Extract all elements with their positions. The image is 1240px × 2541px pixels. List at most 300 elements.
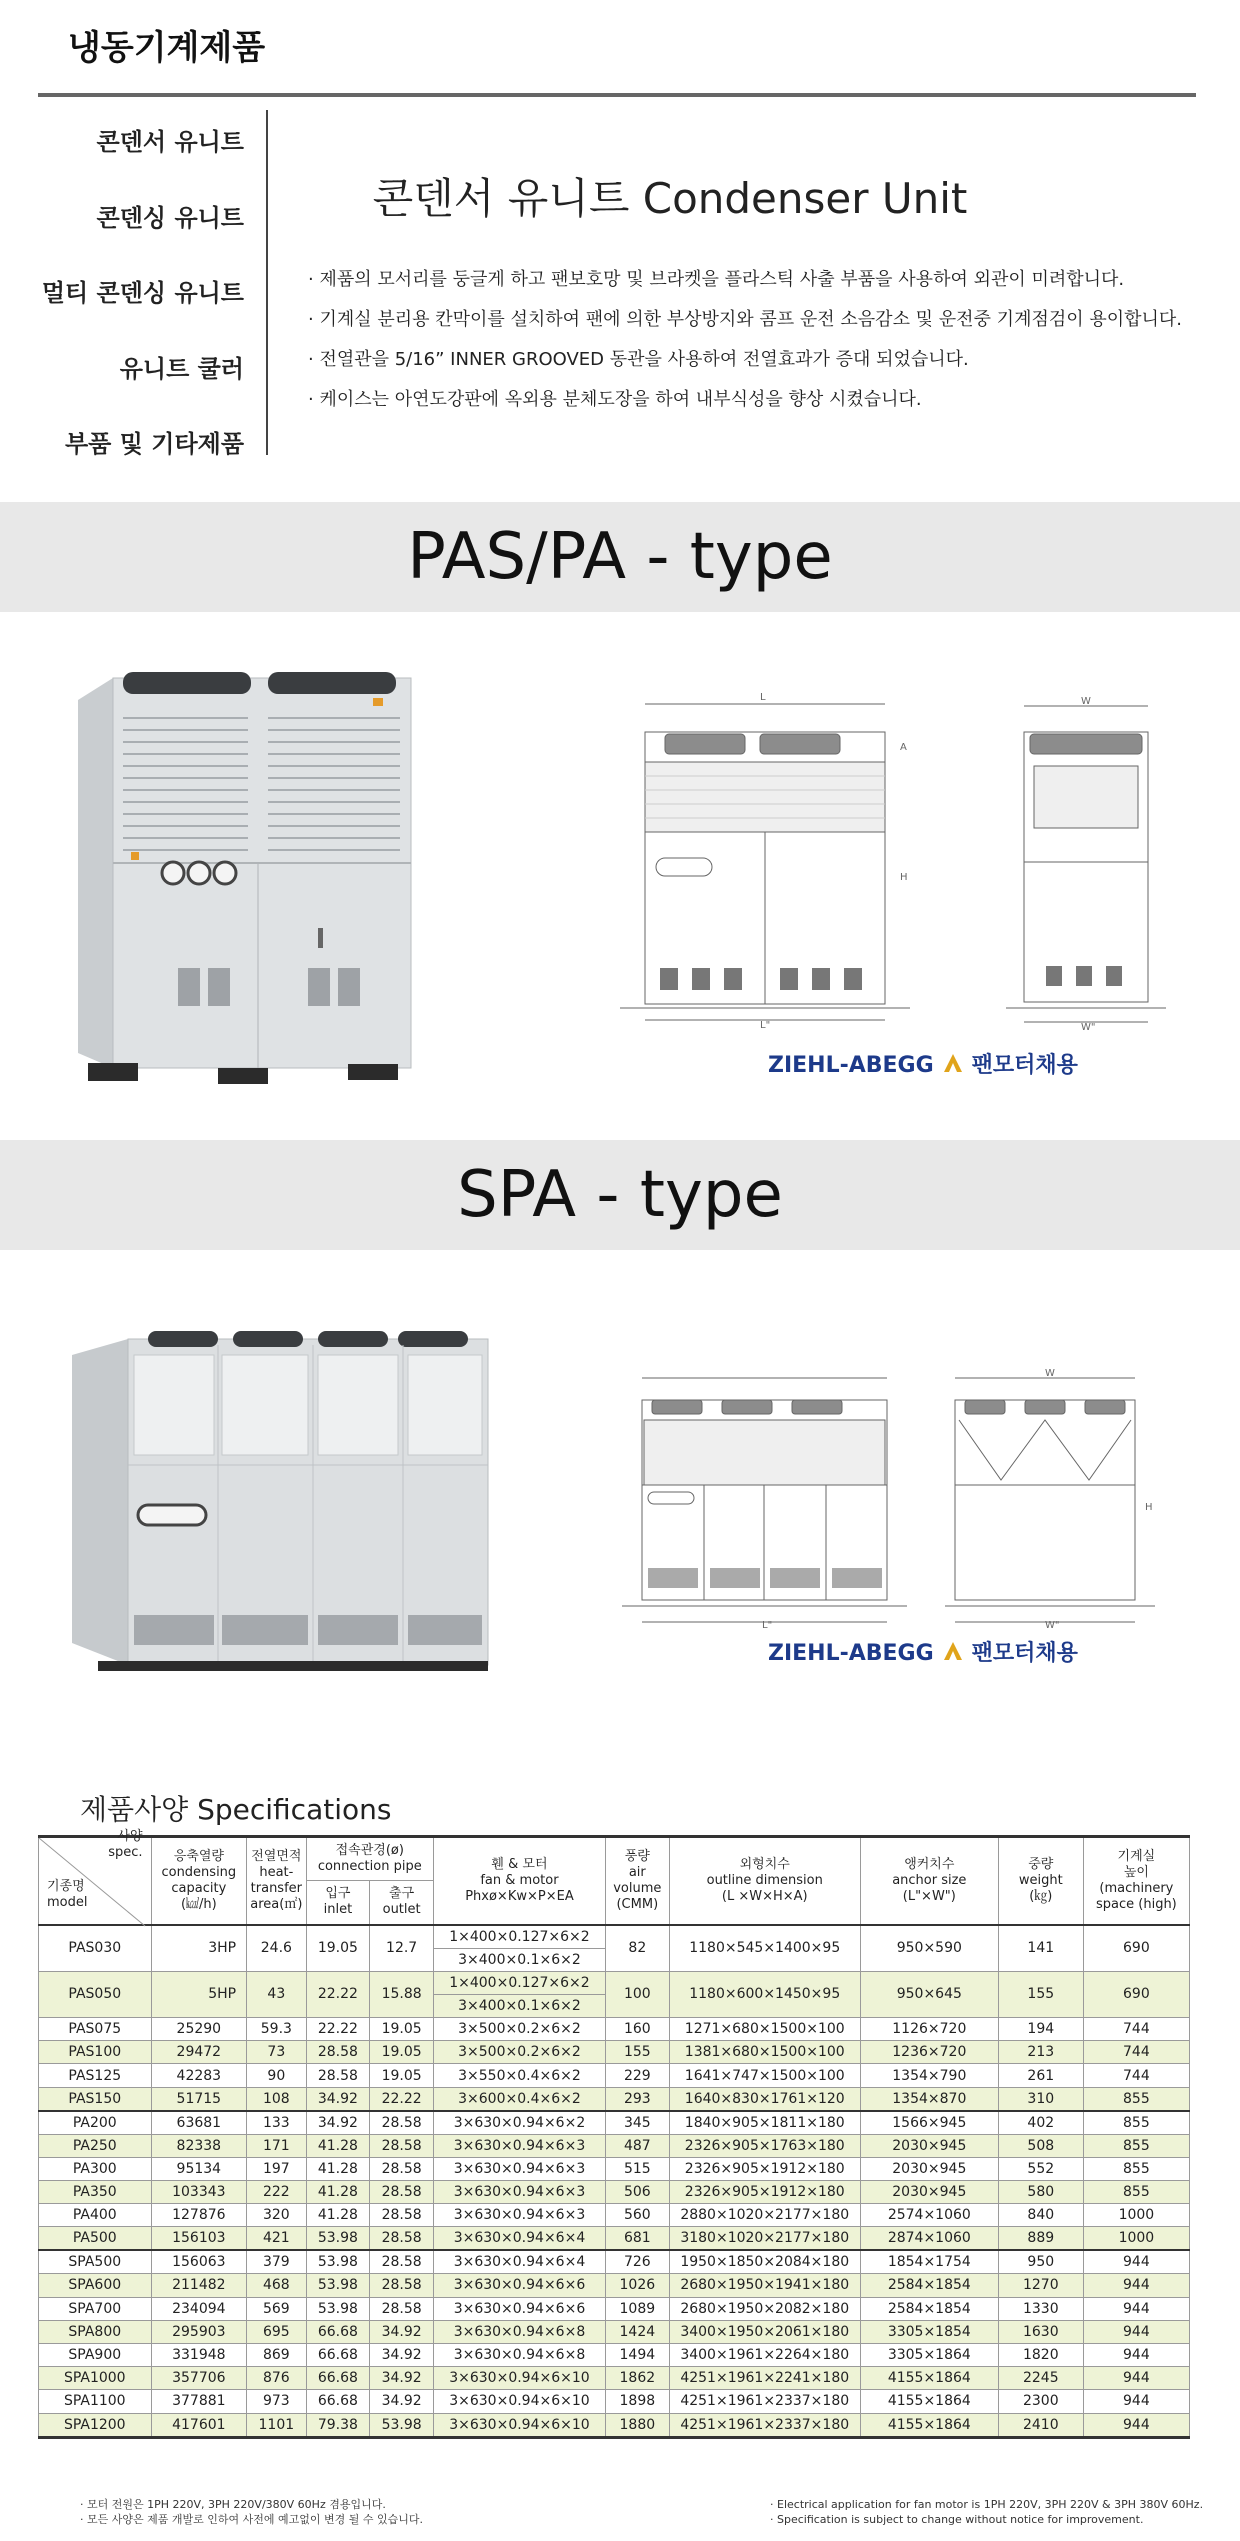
cell-inlet: 34.92 <box>306 2111 370 2135</box>
cell-outlet: 28.58 <box>370 2250 434 2274</box>
cell-model: SPA500 <box>39 2250 152 2274</box>
ziehl-abegg-logo-icon <box>940 1638 966 1664</box>
table-row <box>39 2041 1190 2064</box>
cell-anchor: 2030×945 <box>860 2157 998 2180</box>
capacity-header: 응축열량 condensing capacity (㎉/h) <box>151 1837 247 1925</box>
fan-header: 휀 & 모터 fan & motor Phxø×Kw×P×EA <box>433 1837 605 1925</box>
model-label-en: model <box>47 1894 88 1910</box>
cell-area: 90 <box>247 2064 306 2087</box>
cell-weight: 508 <box>998 2134 1083 2157</box>
cell-weight: 840 <box>998 2204 1083 2227</box>
cell-inlet: 41.28 <box>306 2134 370 2157</box>
feature-item: · 기계실 분리용 칸막이를 설치하여 팬에 의한 부상방지와 콤프 운전 소음감소 및 운전중 기계점검이 용이합니다. <box>308 309 1183 330</box>
cell-weight: 1630 <box>998 2320 1083 2343</box>
cell-outline: 1180×545×1400×95 <box>669 1925 860 1972</box>
cell-inlet: 19.05 <box>306 1925 370 1972</box>
cell-area: 133 <box>247 2111 306 2135</box>
cell-weight: 2410 <box>998 2413 1083 2437</box>
nav-item-condensing-unit[interactable]: 콘덴싱 유니트 <box>96 204 244 232</box>
feature-item: · 제품의 모서리를 둥글게 하고 팬보호망 및 브라켓을 플라스틱 사출 부품을 사용하여 외관이 미려합니다. <box>308 269 1125 290</box>
table-row <box>39 2181 1190 2204</box>
cell-fan: 1×400×0.127×6×2 <box>433 1971 605 1994</box>
cell-area: 468 <box>247 2274 306 2297</box>
feature-item: · 전열관을 5/16” INNER GROOVED 동관을 사용하여 전열효과가 증대 되었습니다. <box>308 349 969 370</box>
cell-weight: 141 <box>998 1925 1083 1972</box>
cell-cap: 234094 <box>151 2297 247 2320</box>
table-row <box>39 2250 1190 2274</box>
cell-weight: 1820 <box>998 2343 1083 2366</box>
cell-air: 229 <box>605 2064 669 2087</box>
pas-type-band: PAS/PA - type <box>0 502 1240 612</box>
cell-model: PAS100 <box>39 2041 152 2064</box>
cell-room: 944 <box>1083 2274 1189 2297</box>
cell-model: SPA600 <box>39 2274 152 2297</box>
cell-outline: 4251×1961×2337×180 <box>669 2413 860 2437</box>
cell-inlet: 41.28 <box>306 2204 370 2227</box>
cell-outline: 1840×905×1811×180 <box>669 2111 860 2135</box>
cell-outlet: 28.58 <box>370 2227 434 2251</box>
cell-inlet: 66.68 <box>306 2343 370 2366</box>
cell-fan: 3×400×0.1×6×2 <box>433 1948 605 1971</box>
cell-room: 944 <box>1083 2413 1189 2437</box>
cell-weight: 580 <box>998 2181 1083 2204</box>
cell-outline: 2680×1950×2082×180 <box>669 2297 860 2320</box>
cell-fan: 3×630×0.94×6×10 <box>433 2367 605 2390</box>
cell-fan: 3×500×0.2×6×2 <box>433 2018 605 2041</box>
cell-area: 24.6 <box>247 1925 306 1972</box>
cell-outline: 4251×1961×2337×180 <box>669 2390 860 2413</box>
cell-air: 345 <box>605 2111 669 2135</box>
cell-fan: 3×630×0.94×6×3 <box>433 2181 605 2204</box>
cell-fan: 3×630×0.94×6×8 <box>433 2343 605 2366</box>
cell-area: 43 <box>247 1971 306 2017</box>
cell-inlet: 53.98 <box>306 2227 370 2251</box>
cell-weight: 889 <box>998 2227 1083 2251</box>
cell-outline: 2680×1950×1941×180 <box>669 2274 860 2297</box>
cell-room: 744 <box>1083 2018 1189 2041</box>
nav-item-multi-condensing-unit[interactable]: 멀티 콘덴싱 유니트 <box>41 279 244 307</box>
cell-outline: 1950×1850×2084×180 <box>669 2250 860 2274</box>
cell-room: 1000 <box>1083 2204 1189 2227</box>
cell-outline: 3180×1020×2177×180 <box>669 2227 860 2251</box>
table-row <box>39 2227 1190 2251</box>
cell-cap: 82338 <box>151 2134 247 2157</box>
cell-air: 487 <box>605 2134 669 2157</box>
cell-outlet: 15.88 <box>370 1971 434 2017</box>
cell-outline: 3400×1961×2264×180 <box>669 2343 860 2366</box>
table-row <box>39 2204 1190 2227</box>
cell-model: PAS030 <box>39 1925 152 1972</box>
cell-model: SPA900 <box>39 2343 152 2366</box>
ziehl-tail: 팬모터채용 <box>971 1641 1078 1666</box>
cell-outlet: 22.22 <box>370 2087 434 2111</box>
dim-label: W" <box>1081 1022 1096 1033</box>
cell-cap: 25290 <box>151 2018 247 2041</box>
cell-fan: 3×550×0.4×6×2 <box>433 2064 605 2087</box>
cell-cap: 295903 <box>151 2320 247 2343</box>
cell-anchor: 2030×945 <box>860 2134 998 2157</box>
ziehl-abegg-logo-icon <box>940 1050 966 1076</box>
pipe-header: 접속관경(ø) connection pipe <box>306 1837 433 1881</box>
cell-anchor: 2874×1060 <box>860 2227 998 2251</box>
cell-room: 944 <box>1083 2250 1189 2274</box>
cell-outline: 1180×600×1450×95 <box>669 1971 860 2017</box>
dim-label: W" <box>1045 1620 1060 1631</box>
cell-fan: 3×630×0.94×6×6 <box>433 2274 605 2297</box>
footnote-line: · Electrical application for fan motor is 1PH 220V, 3PH 220V & 3PH 380V 60Hz. <box>770 2498 1204 2511</box>
spa-unit-photo <box>68 1325 498 1675</box>
model-header <box>39 1828 152 1925</box>
cell-cap: 3HP <box>151 1925 247 1972</box>
cell-air: 1494 <box>605 2343 669 2366</box>
cell-air: 293 <box>605 2087 669 2111</box>
cell-fan: 3×630×0.94×6×3 <box>433 2134 605 2157</box>
cell-fan: 3×400×0.1×6×2 <box>433 1994 605 2017</box>
cell-outlet: 28.58 <box>370 2111 434 2135</box>
cell-fan: 1×400×0.127×6×2 <box>433 1925 605 1949</box>
cell-outline: 2326×905×1763×180 <box>669 2134 860 2157</box>
cell-model: SPA800 <box>39 2320 152 2343</box>
spec-table <box>38 1828 1190 2439</box>
cell-outlet: 34.92 <box>370 2320 434 2343</box>
cell-air: 1862 <box>605 2367 669 2390</box>
cell-weight: 2245 <box>998 2367 1083 2390</box>
model-label: 기종명 <box>47 1878 85 1894</box>
cell-room: 1000 <box>1083 2227 1189 2251</box>
cell-outline: 2326×905×1912×180 <box>669 2157 860 2180</box>
cell-fan: 3×630×0.94×6×4 <box>433 2250 605 2274</box>
cell-inlet: 53.98 <box>306 2250 370 2274</box>
cell-room: 944 <box>1083 2367 1189 2390</box>
spec-table-body <box>39 1925 1190 2438</box>
title-divider <box>38 93 1196 97</box>
cell-air: 506 <box>605 2181 669 2204</box>
cell-outline: 2880×1020×2177×180 <box>669 2204 860 2227</box>
cell-anchor: 2574×1060 <box>860 2204 998 2227</box>
cell-anchor: 4155×1864 <box>860 2390 998 2413</box>
cell-air: 726 <box>605 2250 669 2274</box>
anchor-header: 앵커치수 anchor size (L"×W") <box>860 1837 998 1925</box>
cell-area: 320 <box>247 2204 306 2227</box>
cell-model: PA300 <box>39 2157 152 2180</box>
dim-label: H <box>1145 1502 1153 1513</box>
cell-inlet: 53.98 <box>306 2274 370 2297</box>
cell-anchor: 4155×1864 <box>860 2367 998 2390</box>
nav-item-parts-etc[interactable]: 부품 및 기타제품 <box>65 430 244 458</box>
cell-room: 855 <box>1083 2157 1189 2180</box>
cell-area: 869 <box>247 2343 306 2366</box>
cell-model: SPA1000 <box>39 2367 152 2390</box>
cell-fan: 3×630×0.94×6×10 <box>433 2413 605 2437</box>
cell-air: 100 <box>605 1971 669 2017</box>
table-row <box>39 2320 1190 2343</box>
cell-anchor: 950×590 <box>860 1925 998 1972</box>
cell-air: 560 <box>605 2204 669 2227</box>
cell-inlet: 22.22 <box>306 2018 370 2041</box>
dim-label: H <box>900 872 908 883</box>
spa-front-drawing <box>622 1370 907 1630</box>
footnote-right <box>770 2497 1203 2527</box>
cell-room: 744 <box>1083 2064 1189 2087</box>
cell-cap: 127876 <box>151 2204 247 2227</box>
cell-cap: 417601 <box>151 2413 247 2437</box>
cell-area: 1101 <box>247 2413 306 2437</box>
cell-air: 160 <box>605 2018 669 2041</box>
cell-air: 1880 <box>605 2413 669 2437</box>
cell-air: 1089 <box>605 2297 669 2320</box>
cell-outlet: 34.92 <box>370 2343 434 2366</box>
cell-outlet: 19.05 <box>370 2018 434 2041</box>
cell-anchor: 950×645 <box>860 1971 998 2017</box>
cell-room: 944 <box>1083 2343 1189 2366</box>
cell-weight: 194 <box>998 2018 1083 2041</box>
table-row <box>39 2111 1190 2135</box>
cell-weight: 310 <box>998 2087 1083 2111</box>
cell-weight: 950 <box>998 2250 1083 2274</box>
spec-title: 제품사양 Specifications <box>80 1793 392 1826</box>
ziehl-abegg-badge-pas <box>768 1048 1078 1079</box>
cell-inlet: 41.28 <box>306 2181 370 2204</box>
cell-weight: 261 <box>998 2064 1083 2087</box>
cell-outlet: 28.58 <box>370 2157 434 2180</box>
cell-cap: 156103 <box>151 2227 247 2251</box>
cell-anchor: 2584×1854 <box>860 2274 998 2297</box>
cell-outlet: 28.58 <box>370 2297 434 2320</box>
pas-unit-photo <box>68 668 420 1088</box>
cell-cap: 357706 <box>151 2367 247 2390</box>
cell-fan: 3×500×0.2×6×2 <box>433 2041 605 2064</box>
table-row <box>39 2367 1190 2390</box>
cell-anchor: 2584×1854 <box>860 2297 998 2320</box>
cell-outlet: 19.05 <box>370 2064 434 2087</box>
cell-air: 1026 <box>605 2274 669 2297</box>
cell-outlet: 19.05 <box>370 2041 434 2064</box>
cell-cap: 42283 <box>151 2064 247 2087</box>
cell-fan: 3×630×0.94×6×3 <box>433 2157 605 2180</box>
cell-inlet: 28.58 <box>306 2041 370 2064</box>
table-row <box>39 2087 1190 2111</box>
cell-cap: 331948 <box>151 2343 247 2366</box>
cell-model: SPA1200 <box>39 2413 152 2437</box>
cell-model: PAS050 <box>39 1971 152 2017</box>
cell-room: 855 <box>1083 2134 1189 2157</box>
nav-item-condenser-unit[interactable]: 콘덴서 유니트 <box>96 128 244 156</box>
cell-anchor: 1566×945 <box>860 2111 998 2135</box>
cell-inlet: 66.68 <box>306 2320 370 2343</box>
footnote-line: · Specification is subject to change without notice for improvement. <box>770 2513 1144 2526</box>
cell-cap: 103343 <box>151 2181 247 2204</box>
cell-model: PAS125 <box>39 2064 152 2087</box>
area-header: 전열면적 heat- transfer area(㎡) <box>247 1837 306 1925</box>
table-row <box>39 1971 1190 1994</box>
table-row <box>39 2297 1190 2320</box>
cell-outlet: 34.92 <box>370 2390 434 2413</box>
cell-area: 695 <box>247 2320 306 2343</box>
cell-room: 744 <box>1083 2041 1189 2064</box>
cell-weight: 155 <box>998 1971 1083 2017</box>
cell-weight: 402 <box>998 2111 1083 2135</box>
cell-anchor: 1354×790 <box>860 2064 998 2087</box>
cell-fan: 3×630×0.94×6×2 <box>433 2111 605 2135</box>
cell-room: 855 <box>1083 2181 1189 2204</box>
table-row <box>39 2157 1190 2180</box>
cell-cap: 377881 <box>151 2390 247 2413</box>
cell-area: 876 <box>247 2367 306 2390</box>
cell-area: 73 <box>247 2041 306 2064</box>
cell-model: PA200 <box>39 2111 152 2135</box>
cell-outlet: 12.7 <box>370 1925 434 1972</box>
spa-side-drawing <box>945 1370 1155 1630</box>
cell-room: 944 <box>1083 2320 1189 2343</box>
dim-label: A <box>900 742 907 753</box>
table-row <box>39 2274 1190 2297</box>
table-row <box>39 2134 1190 2157</box>
cell-outline: 4251×1961×2241×180 <box>669 2367 860 2390</box>
cell-inlet: 41.28 <box>306 2157 370 2180</box>
cell-anchor: 3305×1864 <box>860 2343 998 2366</box>
cell-area: 108 <box>247 2087 306 2111</box>
cell-fan: 3×630×0.94×6×6 <box>433 2297 605 2320</box>
dim-label: L" <box>762 1620 773 1631</box>
cell-area: 197 <box>247 2157 306 2180</box>
table-row <box>39 2390 1190 2413</box>
footnote-left <box>80 2497 423 2527</box>
cell-weight: 1270 <box>998 2274 1083 2297</box>
cell-weight: 552 <box>998 2157 1083 2180</box>
cell-cap: 63681 <box>151 2111 247 2135</box>
outlet-header: 출구 outlet <box>370 1881 434 1925</box>
cell-room: 944 <box>1083 2297 1189 2320</box>
cell-outline: 1271×680×1500×100 <box>669 2018 860 2041</box>
pas-front-drawing <box>620 690 910 1030</box>
cell-anchor: 1236×720 <box>860 2041 998 2064</box>
cell-model: PA350 <box>39 2181 152 2204</box>
cell-area: 59.3 <box>247 2018 306 2041</box>
side-nav <box>38 110 268 458</box>
cell-air: 515 <box>605 2157 669 2180</box>
ziehl-tail: 팬모터채용 <box>971 1053 1078 1078</box>
cell-air: 1424 <box>605 2320 669 2343</box>
cell-anchor: 1354×870 <box>860 2087 998 2111</box>
cell-outline: 1641×747×1500×100 <box>669 2064 860 2087</box>
spec-label-en: spec. <box>108 1844 143 1860</box>
cell-model: PA250 <box>39 2134 152 2157</box>
ziehl-abegg-badge-spa <box>768 1636 1078 1667</box>
dim-label: W <box>1081 696 1091 707</box>
cell-air: 82 <box>605 1925 669 1972</box>
cell-area: 569 <box>247 2297 306 2320</box>
cell-cap: 211482 <box>151 2274 247 2297</box>
dim-label: L" <box>760 1020 771 1031</box>
table-row <box>39 2064 1190 2087</box>
cell-air: 1898 <box>605 2390 669 2413</box>
cell-area: 379 <box>247 2250 306 2274</box>
cell-cap: 95134 <box>151 2157 247 2180</box>
table-row <box>39 2018 1190 2041</box>
cell-inlet: 79.38 <box>306 2413 370 2437</box>
cell-weight: 1330 <box>998 2297 1083 2320</box>
ziehl-brand: ZIEHL-ABEGG <box>768 1641 934 1666</box>
cell-cap: 156063 <box>151 2250 247 2274</box>
ziehl-brand: ZIEHL-ABEGG <box>768 1053 934 1078</box>
cell-inlet: 22.22 <box>306 1971 370 2017</box>
dim-label: L <box>760 692 766 703</box>
table-row <box>39 1925 1190 1949</box>
spa-type-band: SPA - type <box>0 1140 1240 1250</box>
cell-fan: 3×630×0.94×6×10 <box>433 2390 605 2413</box>
cell-model: SPA1100 <box>39 2390 152 2413</box>
air-header: 풍량 air volume (CMM) <box>605 1837 669 1925</box>
cell-room: 690 <box>1083 1971 1189 2017</box>
cell-inlet: 66.68 <box>306 2367 370 2390</box>
cell-room: 855 <box>1083 2111 1189 2135</box>
cell-model: PAS150 <box>39 2087 152 2111</box>
cell-area: 973 <box>247 2390 306 2413</box>
cell-inlet: 66.68 <box>306 2390 370 2413</box>
cell-fan: 3×630×0.94×6×4 <box>433 2227 605 2251</box>
cell-outline: 1381×680×1500×100 <box>669 2041 860 2064</box>
spec-label: 사양 <box>117 1828 143 1844</box>
cell-anchor: 2030×945 <box>860 2181 998 2204</box>
cell-fan: 3×630×0.94×6×8 <box>433 2320 605 2343</box>
outline-header: 외형치수 outline dimension (L ×W×H×A) <box>669 1837 860 1925</box>
cell-outlet: 53.98 <box>370 2413 434 2437</box>
cell-model: PA400 <box>39 2204 152 2227</box>
dim-label: W <box>1045 1368 1055 1379</box>
cell-anchor: 1854×1754 <box>860 2250 998 2274</box>
cell-inlet: 34.92 <box>306 2087 370 2111</box>
cell-fan: 3×600×0.4×6×2 <box>433 2087 605 2111</box>
footnote-line: · 모든 사양은 제품 개발로 인하여 사전에 예고없이 변경 될 수 있습니다. <box>80 2513 423 2526</box>
cell-outline: 2326×905×1912×180 <box>669 2181 860 2204</box>
cell-cap: 29472 <box>151 2041 247 2064</box>
cell-area: 222 <box>247 2181 306 2204</box>
cell-outline: 3400×1950×2061×180 <box>669 2320 860 2343</box>
section-title: 콘덴서 유니트 Condenser Unit <box>372 174 968 223</box>
cell-room: 690 <box>1083 1925 1189 1972</box>
cell-cap: 51715 <box>151 2087 247 2111</box>
cell-outlet: 28.58 <box>370 2134 434 2157</box>
cell-model: SPA700 <box>39 2297 152 2320</box>
table-row <box>39 2413 1190 2437</box>
cell-outlet: 28.58 <box>370 2204 434 2227</box>
cell-outline: 1640×830×1761×120 <box>669 2087 860 2111</box>
weight-header: 중량 weight (㎏) <box>998 1837 1083 1925</box>
cell-fan: 3×630×0.94×6×3 <box>433 2204 605 2227</box>
cell-model: PA500 <box>39 2227 152 2251</box>
inlet-header: 입구 inlet <box>306 1881 370 1925</box>
cell-outlet: 34.92 <box>370 2367 434 2390</box>
cell-outlet: 28.58 <box>370 2274 434 2297</box>
cell-area: 421 <box>247 2227 306 2251</box>
cell-outlet: 28.58 <box>370 2181 434 2204</box>
cell-cap: 5HP <box>151 1971 247 2017</box>
nav-item-unit-cooler[interactable]: 유니트 쿨러 <box>119 355 244 383</box>
feature-list <box>308 260 1208 420</box>
cell-weight: 2300 <box>998 2390 1083 2413</box>
cell-air: 155 <box>605 2041 669 2064</box>
cell-model: PAS075 <box>39 2018 152 2041</box>
page-title: 냉동기계제품 <box>68 28 266 68</box>
room-header: 기계실 높이 (machinery space (high) <box>1083 1837 1189 1925</box>
cell-air: 681 <box>605 2227 669 2251</box>
feature-item: · 케이스는 아연도강판에 옥외용 분체도장을 하여 내부식성을 향상 시켰습니다. <box>308 389 922 410</box>
cell-room: 944 <box>1083 2390 1189 2413</box>
cell-inlet: 28.58 <box>306 2064 370 2087</box>
footnote-line: · 모터 전원은 1PH 220V, 3PH 220V/380V 60Hz 겸용입니다. <box>80 2498 386 2511</box>
cell-area: 171 <box>247 2134 306 2157</box>
cell-anchor: 1126×720 <box>860 2018 998 2041</box>
